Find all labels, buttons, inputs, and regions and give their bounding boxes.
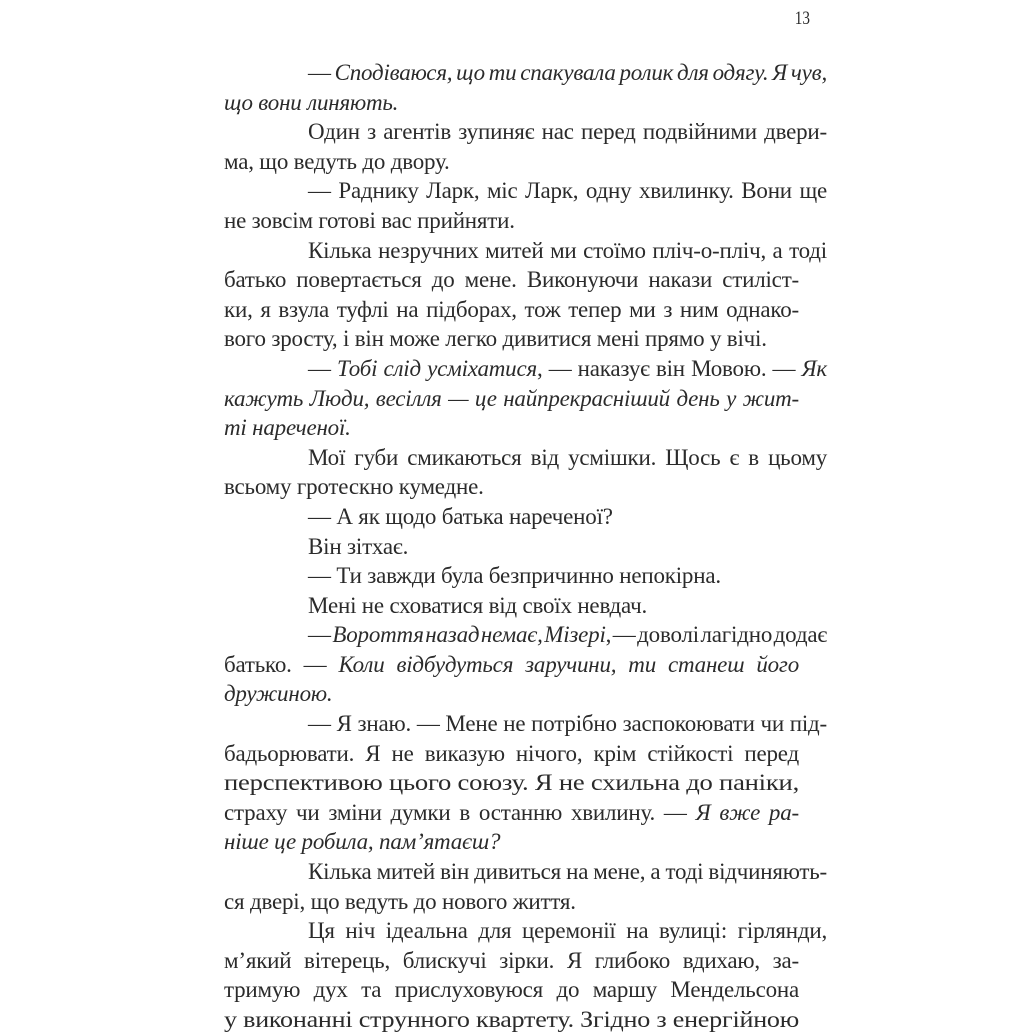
text-run: перспективою цього союзу. Я не схильна до паніки, bbox=[224, 770, 799, 796]
paragraph bbox=[224, 532, 799, 562]
text-run: всьому гротескно кумедне. bbox=[224, 474, 484, 500]
text-line bbox=[224, 265, 799, 295]
text-line bbox=[224, 975, 799, 1005]
book-page-body bbox=[224, 58, 828, 1035]
text-line bbox=[224, 827, 799, 857]
text-line bbox=[224, 561, 799, 591]
text-line bbox=[224, 88, 799, 118]
text-line bbox=[224, 295, 799, 325]
text-run: , — доволі лагідно додає bbox=[605, 622, 828, 648]
text-run: Кілька незручних митей ми стоїмо пліч-о-пліч, а тоді bbox=[308, 237, 827, 263]
text-run: Мені не сховатися від своїх невдач. bbox=[308, 592, 648, 618]
paragraph bbox=[224, 58, 827, 117]
text-run: м’який вітерець, блискучі зірки. Я глибоко вдихаю, за- bbox=[224, 947, 799, 973]
text-run: — А як щодо батька нареченої? bbox=[308, 503, 613, 529]
text-line bbox=[224, 887, 799, 917]
text-line bbox=[224, 472, 799, 502]
paragraph bbox=[224, 117, 827, 176]
italic-text: Вороття назад немає, Мізері bbox=[332, 622, 606, 648]
text-line bbox=[224, 857, 827, 887]
text-line bbox=[224, 502, 799, 532]
paragraph bbox=[224, 561, 799, 591]
text-run: вого зросту, і він може легко дивитися мені прямо у вічі. bbox=[224, 326, 767, 352]
text-run: — bbox=[308, 622, 333, 648]
text-line bbox=[224, 147, 799, 177]
text-line bbox=[224, 324, 799, 354]
text-line bbox=[224, 591, 799, 621]
paragraph bbox=[224, 236, 827, 354]
italic-text: Як bbox=[801, 355, 827, 381]
text-run: Ця ніч ідеальна для церемонії на вулиці: гірлянди, bbox=[308, 918, 827, 944]
paragraph bbox=[224, 916, 827, 1034]
text-run: у виконанні струнного квартету. Згідно з енергійною bbox=[224, 1007, 799, 1032]
text-run: бадьорювати. Я не виказую нічого, крім стійкості перед bbox=[224, 740, 799, 766]
text-line bbox=[224, 650, 799, 680]
text-line bbox=[224, 679, 799, 709]
text-line bbox=[224, 916, 827, 946]
text-run: батько повертається до мене. Виконуючи накази стиліст- bbox=[224, 267, 799, 293]
text-line bbox=[224, 1005, 799, 1035]
text-run: страху чи зміни думки в останню хвилину. — bbox=[224, 799, 696, 825]
text-line bbox=[224, 117, 827, 147]
paragraph bbox=[224, 709, 827, 857]
paragraph bbox=[224, 591, 799, 621]
italic-text: що вони линяють. bbox=[224, 89, 399, 115]
text-line bbox=[224, 384, 799, 414]
text-line bbox=[224, 739, 799, 769]
text-line bbox=[224, 620, 828, 650]
text-line bbox=[224, 176, 827, 206]
text-run: тримую дух та прислуховуюся до маршу Мендельсона bbox=[224, 977, 799, 1003]
italic-text: кажуть Люди, весілля — це найпрекрасніший день у жит- bbox=[224, 385, 799, 411]
paragraph bbox=[224, 620, 828, 709]
page-number: 13 bbox=[794, 8, 810, 29]
text-run: — bbox=[308, 355, 337, 381]
paragraph bbox=[224, 354, 827, 443]
text-line bbox=[224, 413, 799, 443]
italic-text: Сподіваюся, що ти спакувала ролик для одягу. Я чув, bbox=[334, 60, 827, 85]
italic-text: дружиною. bbox=[224, 681, 333, 707]
italic-text: Тобі слід усміхатися bbox=[336, 355, 537, 381]
text-run: , — наказує він Мовою. — bbox=[536, 355, 802, 381]
text-run: — bbox=[308, 60, 335, 85]
text-line bbox=[224, 443, 827, 473]
text-line bbox=[224, 709, 827, 739]
text-run: батько. — bbox=[224, 651, 339, 677]
text-run: — Ти завжди була безпричинно непокірна. bbox=[308, 563, 721, 589]
paragraph bbox=[224, 502, 799, 532]
paragraph bbox=[224, 443, 827, 502]
italic-text: ті нареченої. bbox=[224, 415, 351, 441]
text-run: ся двері, що ведуть до нового життя. bbox=[224, 888, 576, 914]
text-run: ки, я взула туфлі на підборах, тож тепер ми з ним однако- bbox=[224, 296, 799, 322]
text-line bbox=[224, 354, 827, 384]
text-run: Він зітхає. bbox=[308, 533, 409, 559]
text-run: не зовсім готові вас прийняти. bbox=[224, 207, 515, 233]
text-run: — Раднику Ларк, міс Ларк, одну хвилинку. Вони ще bbox=[308, 178, 827, 204]
text-line bbox=[224, 946, 799, 976]
text-line bbox=[224, 798, 799, 828]
italic-text: ніше це робила, пам’ятаєш? bbox=[224, 829, 501, 855]
text-run: Кілька митей він дивиться на мене, а тоді відчиняють- bbox=[308, 859, 827, 885]
text-line bbox=[224, 58, 827, 88]
italic-text: Коли відбудуться заручини, ти станеш його bbox=[338, 651, 799, 677]
text-run: Один з агентів зупиняє нас перед подвійними двери- bbox=[308, 119, 827, 145]
text-line bbox=[224, 206, 799, 236]
text-run: Мої губи смикаються від усмішки. Щось є в цьому bbox=[308, 444, 827, 470]
text-line bbox=[224, 768, 799, 798]
text-run: ма, що ведуть до двору. bbox=[224, 148, 450, 174]
text-line bbox=[224, 236, 827, 266]
text-run: — Я знаю. — Мене не потрібно заспокоювати чи під- bbox=[308, 711, 827, 737]
text-line bbox=[224, 532, 799, 562]
paragraph bbox=[224, 857, 827, 916]
italic-text: Я вже ра- bbox=[695, 799, 799, 825]
paragraph bbox=[224, 176, 827, 235]
